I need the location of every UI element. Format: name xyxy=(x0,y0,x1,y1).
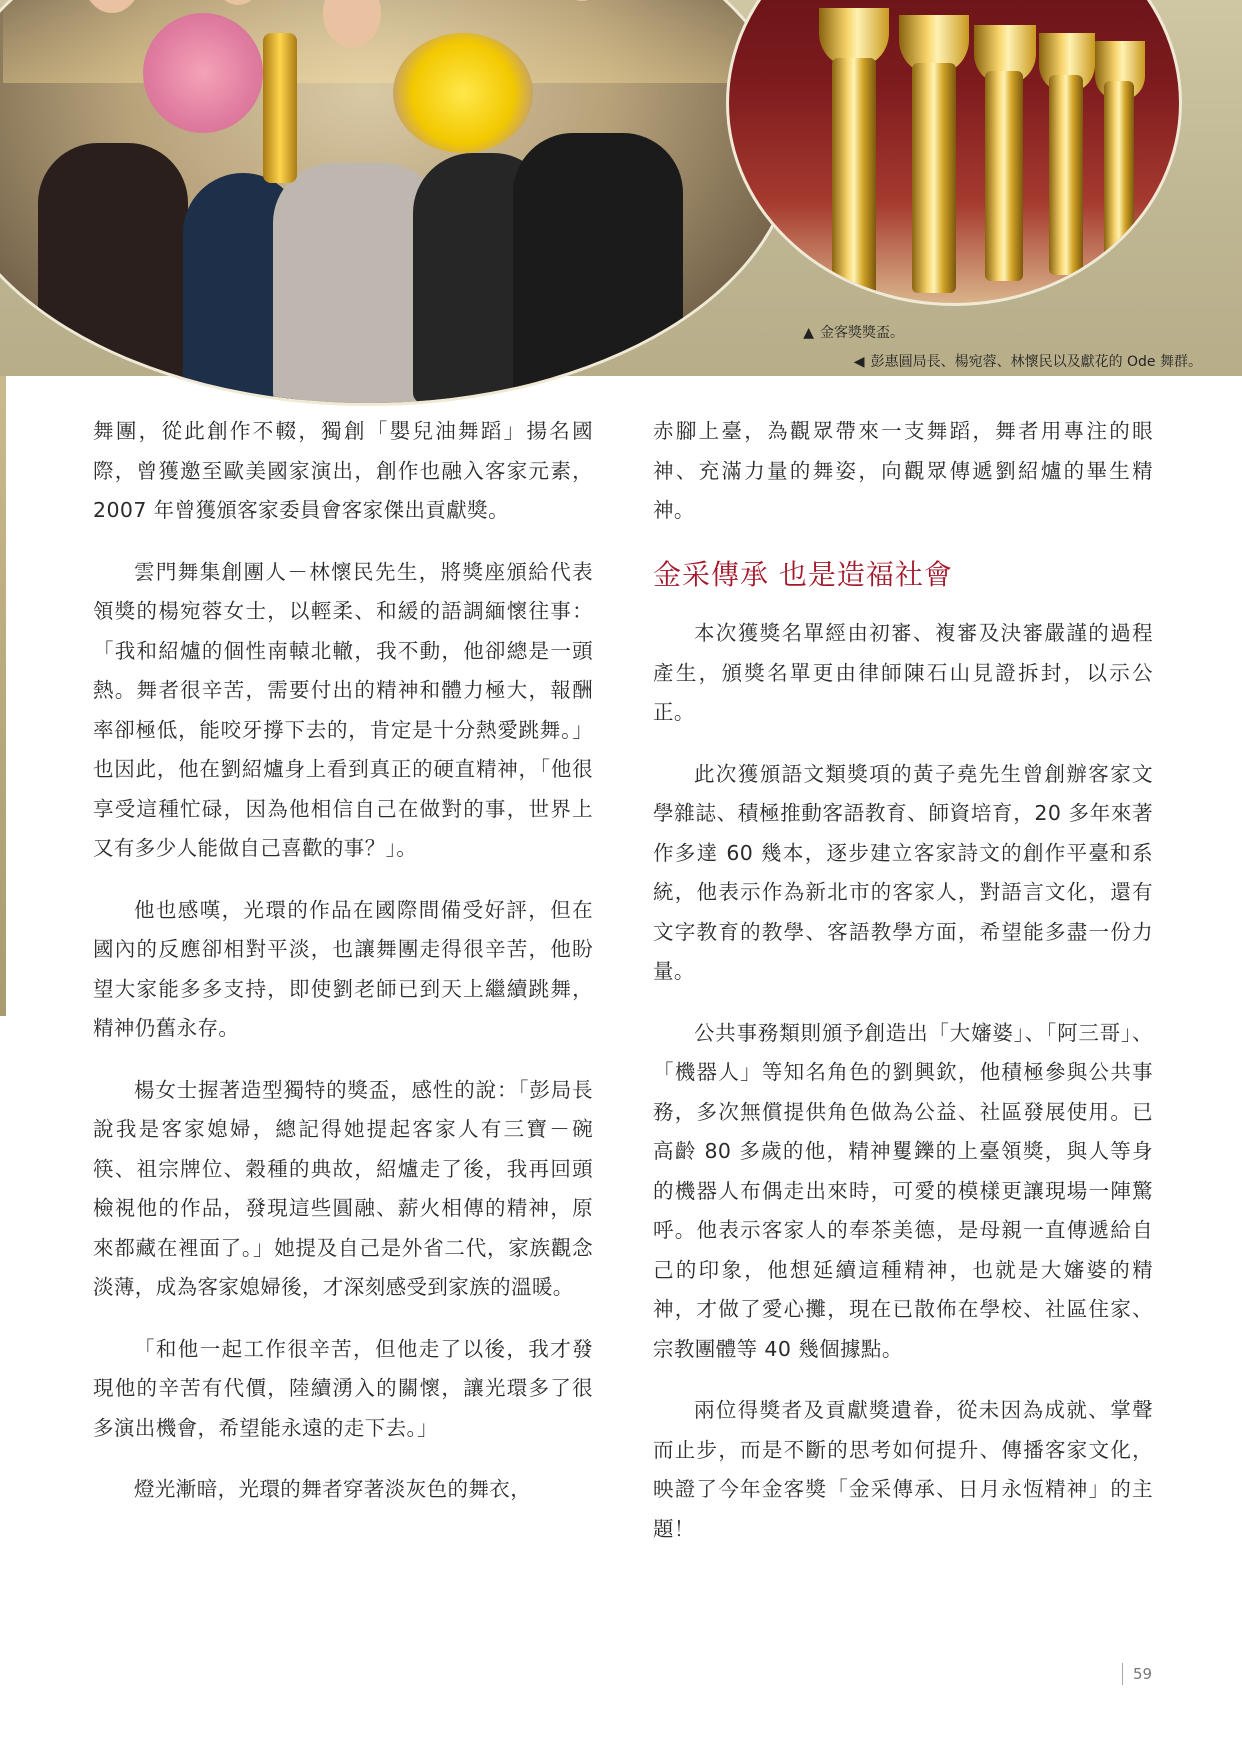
triangle-up-icon: ▲ xyxy=(803,325,814,341)
triangle-left-icon: ◀ xyxy=(853,354,865,370)
paragraph: 兩位得獎者及貢獻獎遺眷，從未因為成就、掌聲而止步，而是不斷的思考如何提升、傳播客家文化，映證了今年金客獎「金采傳承、日月永恆精神」的主題！ xyxy=(653,1398,1153,1541)
person-lin xyxy=(513,133,683,403)
trophy xyxy=(1104,81,1134,271)
paragraph: 此次獲頒語文類獎項的黃子堯先生曾創辦客家文學雜誌、積極推動客語教育、師資培育，20 多年來著作多達 60 幾本，逐步建立客家詩文的創作平臺和系統，他表示作為新北市的客家人，對語言文化，還有文字教育的教學、客語教學方面，希望能多盡一份力量。 xyxy=(653,761,1153,983)
page-edge-strip xyxy=(0,376,6,1016)
paragraph: 雲門舞集創團人－林懷民先生，將獎座頒給代表領獎的楊宛蓉女士，以輕柔、和緩的語調緬懷往事：「我和紹爐的個性南轅北轍，我不動，他卻總是一頭熱。舞者很辛苦，需要付出的精神和體力極大，報酬率卻極低，能咬牙撐下去的，肯定是十分熱愛跳舞。」也因此，他在劉紹爐身上看到真正的硬直精神，「他很享受這種忙碌，因為他相信自己在做對的事，世界上又有多少人能做自己喜歡的事？」。 xyxy=(93,559,593,860)
page-number: 59 xyxy=(1122,1663,1152,1685)
right-column xyxy=(653,412,1153,1571)
trophy xyxy=(912,63,956,293)
paragraph: 赤腳上臺，為觀眾帶來一支舞蹈，舞者用專注的眼神、充滿力量的舞姿，向觀眾傳遞劉紹爐的畢生精神。 xyxy=(653,419,1153,522)
trophies-photo xyxy=(726,0,1182,306)
trophy xyxy=(985,71,1023,281)
paragraph: 本次獲獎名單經由初審、複審及決審嚴謹的過程產生，頒獎名單更由律師陳石山見證拆封，以示公正。 xyxy=(653,621,1153,724)
left-column xyxy=(93,412,593,1532)
held-trophy xyxy=(263,33,297,183)
paragraph: 楊女士握著造型獨特的獎盃，感性的說：「彭局長說我是客家媳婦，總記得她提起客家人有三寶－碗筷、祖宗牌位、穀種的典故，紹爐走了後，我再回頭檢視他的作品，發現這些圓融、薪火相傳的精神，原來都藏在裡面了。」她提及自己是外省二代，家族觀念淡薄，成為客家媳婦後，才深刻感受到家族的溫暖。 xyxy=(93,1077,593,1299)
paragraph: 燈光漸暗，光環的舞者穿著淡灰色的舞衣， xyxy=(134,1477,532,1501)
paragraph: 他也感嘆，光環的作品在國際間備受好評，但在國內的反應卻相對平淡，也讓舞團走得很辛苦，他盼望大家能多多支持，即使劉老師已到天上繼續跳舞，精神仍舊永存。 xyxy=(93,897,593,1040)
paragraph: 「和他一起工作很辛苦，但他走了以後，我才發現他的辛苦有代價，陸續湧入的關懷，讓光環多了很多演出機會，希望能永遠的走下去。」 xyxy=(93,1336,593,1440)
group-caption: ◀ 彭惠圓局長、楊宛蓉、林懷民以及獻花的 Ode 舞群。 xyxy=(853,354,1202,370)
trophy xyxy=(832,58,876,298)
paragraph: 舞團，從此創作不輟，獨創「嬰兒油舞蹈」揚名國際，曾獲邀至歐美國家演出，創作也融入客家元素，2007 年曾獲頒客家委員會客家傑出貢獻獎。 xyxy=(93,419,593,522)
trophy xyxy=(1049,75,1083,275)
yellow-bouquet xyxy=(393,33,533,153)
person-peng xyxy=(38,143,188,403)
section-heading: 金采傳承 也是造福社會 xyxy=(653,557,953,591)
header-photo-band xyxy=(0,0,1242,376)
award-group-photo xyxy=(0,0,796,406)
trophy-caption: ▲ 金客獎獎盃。 xyxy=(803,325,904,341)
pink-bouquet xyxy=(143,13,263,133)
paragraph: 公共事務類則頒予創造出「大嬸婆」、「阿三哥」、「機器人」等知名角色的劉興欽，他積極參與公共事務，多次無償提供角色做為公益、社區發展使用。已高齡 80 多歲的他，精神矍鑠的上臺領獎，與人等身的機器人布偶走出來時，可愛的模樣更讓現場一陣驚呼。他表示客家人的奉茶美德，是母親一直傳遞給自己的印象，他想延續這種精神，也就是大嬸婆的精神，才做了愛心攤，現在已散佈在學校、社區住家、宗教團體等 40 幾個據點。 xyxy=(653,1020,1153,1361)
